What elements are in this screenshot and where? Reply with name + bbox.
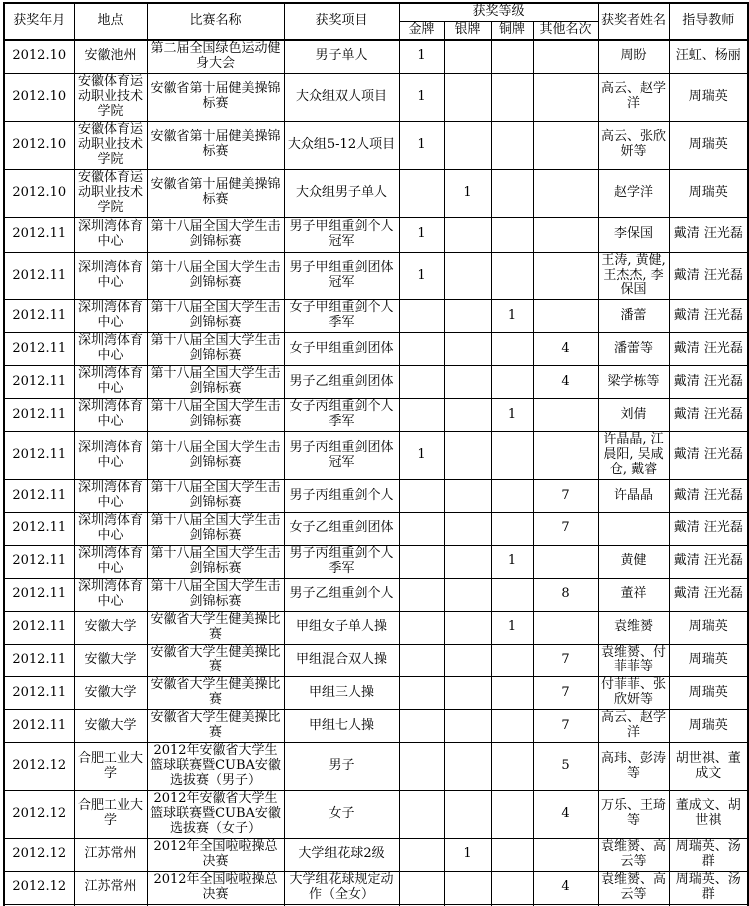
cell-instructors: 戴清 汪光磊: [669, 333, 748, 366]
cell-silver: 1: [444, 838, 491, 871]
cell-event: 甲组三人操: [284, 677, 399, 710]
cell-silver: [444, 743, 491, 791]
cell-location: 深圳湾体育中心: [74, 513, 147, 546]
header-bronze: 铜牌: [491, 21, 533, 39]
cell-location: 深圳湾体育中心: [74, 300, 147, 333]
cell-competition: 第二届全国绿色运动健身大会: [147, 40, 284, 73]
cell-year: 2012.10: [4, 40, 74, 73]
cell-winners: 赵学洋: [598, 169, 669, 217]
cell-year: 2012.11: [4, 366, 74, 399]
cell-winners: 潘蕾等: [598, 333, 669, 366]
cell-winners: 付菲菲、张欣妍等: [598, 677, 669, 710]
cell-event: 甲组混合双人操: [284, 644, 399, 677]
cell-instructors: 戴清 汪光磊: [669, 399, 748, 432]
cell-year: 2012.11: [4, 513, 74, 546]
cell-silver: [444, 252, 491, 300]
cell-competition: 2012年全国啦啦操总决赛: [147, 871, 284, 904]
table-header: [4, 3, 748, 40]
table-body: [4, 40, 748, 906]
cell-year: 2012.11: [4, 578, 74, 611]
cell-gold: [399, 578, 444, 611]
cell-winners: 高云、赵学洋: [598, 710, 669, 743]
cell-location: 深圳湾体育中心: [74, 432, 147, 480]
cell-winners: 董祥: [598, 578, 669, 611]
cell-bronze: [491, 40, 533, 73]
cell-year: 2012.11: [4, 677, 74, 710]
cell-year: 2012.11: [4, 611, 74, 644]
header-location: 地点: [74, 3, 147, 40]
cell-other: [533, 838, 598, 871]
cell-year: 2012.11: [4, 545, 74, 578]
cell-location: 江苏常州: [74, 871, 147, 904]
cell-gold: [399, 677, 444, 710]
cell-bronze: [491, 252, 533, 300]
table-row: [4, 399, 748, 432]
cell-instructors: 戴清 汪光磊: [669, 513, 748, 546]
table-row: [4, 743, 748, 791]
cell-year: 2012.11: [4, 252, 74, 300]
cell-instructors: 汪虹、杨丽: [669, 40, 748, 73]
cell-gold: 1: [399, 432, 444, 480]
cell-event: 男子乙组重剑团体: [284, 366, 399, 399]
cell-winners: 王涛, 黄健, 王杰杰, 李保国: [598, 252, 669, 300]
header-gold: 金牌: [399, 21, 444, 39]
cell-other: 4: [533, 790, 598, 838]
cell-bronze: 1: [491, 545, 533, 578]
cell-year: 2012.11: [4, 644, 74, 677]
cell-other: 7: [533, 710, 598, 743]
cell-location: 安徽大学: [74, 710, 147, 743]
cell-bronze: [491, 73, 533, 121]
cell-location: 深圳湾体育中心: [74, 217, 147, 252]
cell-other: [533, 545, 598, 578]
cell-winners: 潘蕾: [598, 300, 669, 333]
cell-event: 甲组女子单人操: [284, 611, 399, 644]
cell-location: 合肥工业大学: [74, 790, 147, 838]
cell-silver: 1: [444, 169, 491, 217]
cell-winners: 袁维赟、高云等: [598, 838, 669, 871]
cell-competition: 第十八届全国大学生击剑锦标赛: [147, 545, 284, 578]
cell-gold: [399, 790, 444, 838]
cell-competition: 第十八届全国大学生击剑锦标赛: [147, 333, 284, 366]
cell-other: [533, 611, 598, 644]
cell-event: 女子甲组重剑个人季军: [284, 300, 399, 333]
header-award-level: 获奖等级: [399, 3, 598, 21]
cell-competition: 安徽省大学生健美操比赛: [147, 644, 284, 677]
cell-bronze: [491, 644, 533, 677]
cell-gold: [399, 513, 444, 546]
cell-event: 男子丙组重剑团体冠军: [284, 432, 399, 480]
cell-other: 4: [533, 366, 598, 399]
cell-instructors: 周瑞英: [669, 677, 748, 710]
cell-winners: 袁维赟、付菲菲等: [598, 644, 669, 677]
cell-other: [533, 73, 598, 121]
cell-winners: 李保国: [598, 217, 669, 252]
cell-competition: 第十八届全国大学生击剑锦标赛: [147, 578, 284, 611]
cell-silver: [444, 578, 491, 611]
cell-silver: [444, 40, 491, 73]
awards-table: [3, 2, 749, 906]
cell-other: [533, 121, 598, 169]
cell-year: 2012.12: [4, 743, 74, 791]
table-row: [4, 169, 748, 217]
cell-bronze: [491, 217, 533, 252]
cell-competition: 2012年全国啦啦操总决赛: [147, 838, 284, 871]
cell-competition: 安徽省大学生健美操比赛: [147, 710, 284, 743]
cell-gold: [399, 710, 444, 743]
cell-competition: 第十八届全国大学生击剑锦标赛: [147, 399, 284, 432]
cell-instructors: 周瑞英: [669, 169, 748, 217]
cell-winners: [598, 513, 669, 546]
table-row: [4, 333, 748, 366]
cell-silver: [444, 399, 491, 432]
cell-event: 大学组花球规定动作（全女）: [284, 871, 399, 904]
cell-year: 2012.11: [4, 300, 74, 333]
cell-other: 5: [533, 743, 598, 791]
cell-year: 2012.11: [4, 480, 74, 513]
header-row-top: [4, 3, 748, 21]
cell-competition: 安徽省大学生健美操比赛: [147, 611, 284, 644]
cell-winners: 袁维赟: [598, 611, 669, 644]
cell-gold: [399, 366, 444, 399]
cell-gold: 1: [399, 73, 444, 121]
cell-other: [533, 432, 598, 480]
cell-winners: 高云、赵学洋: [598, 73, 669, 121]
cell-silver: [444, 73, 491, 121]
cell-other: 8: [533, 578, 598, 611]
cell-winners: 梁学栋等: [598, 366, 669, 399]
cell-event: 女子甲组重剑团体: [284, 333, 399, 366]
cell-silver: [444, 366, 491, 399]
cell-bronze: [491, 432, 533, 480]
table-row: [4, 790, 748, 838]
cell-competition: 2012年安徽省大学生篮球联赛暨CUBA安徽选拔赛（女子）: [147, 790, 284, 838]
cell-year: 2012.12: [4, 790, 74, 838]
cell-bronze: [491, 169, 533, 217]
cell-gold: [399, 480, 444, 513]
cell-year: 2012.11: [4, 710, 74, 743]
cell-competition: 第十八届全国大学生击剑锦标赛: [147, 300, 284, 333]
cell-year: 2012.10: [4, 121, 74, 169]
cell-instructors: 戴清 汪光磊: [669, 252, 748, 300]
cell-bronze: 1: [491, 300, 533, 333]
cell-event: 大学组花球2级: [284, 838, 399, 871]
cell-event: 男子丙组重剑个人: [284, 480, 399, 513]
cell-winners: 黄健: [598, 545, 669, 578]
cell-year: 2012.10: [4, 169, 74, 217]
cell-event: 女子: [284, 790, 399, 838]
cell-silver: [444, 677, 491, 710]
table-row: [4, 644, 748, 677]
cell-instructors: 周瑞英: [669, 73, 748, 121]
cell-silver: [444, 545, 491, 578]
cell-winners: 许晶晶, 江晨阳, 吴咸仓, 戴睿: [598, 432, 669, 480]
cell-bronze: [491, 677, 533, 710]
table-row: [4, 545, 748, 578]
cell-event: 男子乙组重剑个人: [284, 578, 399, 611]
table-row: [4, 121, 748, 169]
cell-silver: [444, 217, 491, 252]
cell-winners: 高云、张欣妍等: [598, 121, 669, 169]
cell-year: 2012.11: [4, 432, 74, 480]
cell-instructors: 周瑞英、汤群: [669, 838, 748, 871]
cell-year: 2012.12: [4, 871, 74, 904]
cell-gold: 1: [399, 217, 444, 252]
cell-other: [533, 40, 598, 73]
cell-event: 女子丙组重剑个人季军: [284, 399, 399, 432]
table-row: [4, 300, 748, 333]
cell-location: 深圳湾体育中心: [74, 480, 147, 513]
table-row: [4, 611, 748, 644]
cell-location: 深圳湾体育中心: [74, 333, 147, 366]
cell-location: 深圳湾体育中心: [74, 545, 147, 578]
cell-bronze: [491, 366, 533, 399]
cell-bronze: [491, 513, 533, 546]
cell-other: 7: [533, 644, 598, 677]
table-row: [4, 480, 748, 513]
cell-instructors: 戴清 汪光磊: [669, 432, 748, 480]
cell-location: 安徽体育运动职业技术学院: [74, 121, 147, 169]
cell-bronze: [491, 790, 533, 838]
cell-instructors: 周瑞英、汤群: [669, 871, 748, 904]
cell-gold: [399, 169, 444, 217]
cell-silver: [444, 871, 491, 904]
cell-competition: 第十八届全国大学生击剑锦标赛: [147, 513, 284, 546]
cell-location: 安徽大学: [74, 644, 147, 677]
cell-other: 7: [533, 513, 598, 546]
cell-winners: 刘倩: [598, 399, 669, 432]
cell-silver: [444, 333, 491, 366]
table-row: [4, 710, 748, 743]
cell-other: 4: [533, 871, 598, 904]
cell-instructors: 董成文、胡世祺: [669, 790, 748, 838]
cell-bronze: [491, 121, 533, 169]
cell-location: 安徽体育运动职业技术学院: [74, 73, 147, 121]
cell-year: 2012.11: [4, 399, 74, 432]
cell-bronze: 1: [491, 611, 533, 644]
table-row: [4, 871, 748, 904]
cell-event: 大众组双人项目: [284, 73, 399, 121]
cell-winners: 周盼: [598, 40, 669, 73]
cell-winners: 袁维赟、高云等: [598, 871, 669, 904]
table-row: [4, 513, 748, 546]
cell-other: 7: [533, 677, 598, 710]
table-row: [4, 366, 748, 399]
header-year: 获奖年月: [4, 3, 74, 40]
cell-bronze: [491, 710, 533, 743]
cell-bronze: [491, 838, 533, 871]
cell-event: 女子乙组重剑团体: [284, 513, 399, 546]
cell-instructors: 戴清 汪光磊: [669, 545, 748, 578]
cell-gold: [399, 838, 444, 871]
table-row: [4, 677, 748, 710]
cell-silver: [444, 513, 491, 546]
cell-instructors: 戴清 汪光磊: [669, 217, 748, 252]
cell-year: 2012.11: [4, 333, 74, 366]
cell-other: 4: [533, 333, 598, 366]
header-winners: 获奖者姓名: [598, 3, 669, 40]
cell-silver: [444, 480, 491, 513]
cell-other: [533, 399, 598, 432]
table-row: [4, 252, 748, 300]
cell-winners: 高玮、彭涛等: [598, 743, 669, 791]
header-competition: 比赛名称: [147, 3, 284, 40]
cell-location: 深圳湾体育中心: [74, 399, 147, 432]
cell-other: [533, 252, 598, 300]
cell-competition: 第十八届全国大学生击剑锦标赛: [147, 432, 284, 480]
cell-event: 甲组七人操: [284, 710, 399, 743]
cell-instructors: 胡世祺、董成文: [669, 743, 748, 791]
cell-location: 安徽大学: [74, 611, 147, 644]
cell-competition: 第十八届全国大学生击剑锦标赛: [147, 366, 284, 399]
cell-location: 合肥工业大学: [74, 743, 147, 791]
cell-winners: 许晶晶: [598, 480, 669, 513]
table-row: [4, 73, 748, 121]
cell-competition: 安徽省第十届健美操锦标赛: [147, 121, 284, 169]
cell-event: 男子甲组重剑个人冠军: [284, 217, 399, 252]
cell-instructors: 戴清 汪光磊: [669, 578, 748, 611]
cell-instructors: 周瑞英: [669, 121, 748, 169]
table-row: [4, 432, 748, 480]
cell-gold: 1: [399, 40, 444, 73]
cell-event: 男子丙组重剑个人季军: [284, 545, 399, 578]
cell-silver: [444, 611, 491, 644]
cell-location: 江苏常州: [74, 838, 147, 871]
cell-instructors: 戴清 汪光磊: [669, 300, 748, 333]
cell-silver: [444, 300, 491, 333]
cell-bronze: [491, 578, 533, 611]
cell-competition: 安徽省第十届健美操锦标赛: [147, 169, 284, 217]
cell-gold: [399, 399, 444, 432]
cell-bronze: 1: [491, 399, 533, 432]
cell-year: 2012.11: [4, 217, 74, 252]
cell-competition: 第十八届全国大学生击剑锦标赛: [147, 217, 284, 252]
cell-location: 深圳湾体育中心: [74, 366, 147, 399]
cell-winners: 万乐、王琦等: [598, 790, 669, 838]
cell-bronze: [491, 743, 533, 791]
cell-gold: [399, 545, 444, 578]
cell-gold: 1: [399, 252, 444, 300]
header-instructors: 指导教师: [669, 3, 748, 40]
cell-year: 2012.12: [4, 838, 74, 871]
cell-event: 大众组5-12人项目: [284, 121, 399, 169]
cell-gold: [399, 300, 444, 333]
cell-event: 大众组男子单人: [284, 169, 399, 217]
cell-other: [533, 217, 598, 252]
cell-instructors: 周瑞英: [669, 710, 748, 743]
cell-competition: 第十八届全国大学生击剑锦标赛: [147, 252, 284, 300]
cell-other: 7: [533, 480, 598, 513]
cell-gold: 1: [399, 121, 444, 169]
header-other: 其他名次: [533, 21, 598, 39]
cell-bronze: [491, 333, 533, 366]
cell-location: 深圳湾体育中心: [74, 578, 147, 611]
cell-location: 安徽体育运动职业技术学院: [74, 169, 147, 217]
cell-silver: [444, 644, 491, 677]
table-row: [4, 578, 748, 611]
cell-gold: [399, 611, 444, 644]
cell-location: 安徽大学: [74, 677, 147, 710]
cell-competition: 安徽省大学生健美操比赛: [147, 677, 284, 710]
cell-bronze: [491, 480, 533, 513]
cell-location: 安徽池州: [74, 40, 147, 73]
header-silver: 银牌: [444, 21, 491, 39]
cell-instructors: 周瑞英: [669, 611, 748, 644]
cell-gold: [399, 871, 444, 904]
table-row: [4, 40, 748, 73]
cell-gold: [399, 333, 444, 366]
cell-instructors: 戴清 汪光磊: [669, 480, 748, 513]
cell-gold: [399, 644, 444, 677]
cell-event: 男子: [284, 743, 399, 791]
cell-gold: [399, 743, 444, 791]
cell-competition: 2012年安徽省大学生篮球联赛暨CUBA安徽选拔赛（男子）: [147, 743, 284, 791]
cell-instructors: 周瑞英: [669, 644, 748, 677]
cell-competition: 安徽省第十届健美操锦标赛: [147, 73, 284, 121]
cell-event: 男子甲组重剑团体冠军: [284, 252, 399, 300]
cell-silver: [444, 710, 491, 743]
cell-silver: [444, 790, 491, 838]
table-row: [4, 838, 748, 871]
cell-location: 深圳湾体育中心: [74, 252, 147, 300]
cell-silver: [444, 121, 491, 169]
cell-event: 男子单人: [284, 40, 399, 73]
header-event: 获奖项目: [284, 3, 399, 40]
cell-instructors: 戴清 汪光磊: [669, 366, 748, 399]
cell-competition: 第十八届全国大学生击剑锦标赛: [147, 480, 284, 513]
cell-bronze: [491, 871, 533, 904]
cell-silver: [444, 432, 491, 480]
cell-year: 2012.10: [4, 73, 74, 121]
table-row: [4, 217, 748, 252]
cell-other: [533, 300, 598, 333]
cell-other: [533, 169, 598, 217]
